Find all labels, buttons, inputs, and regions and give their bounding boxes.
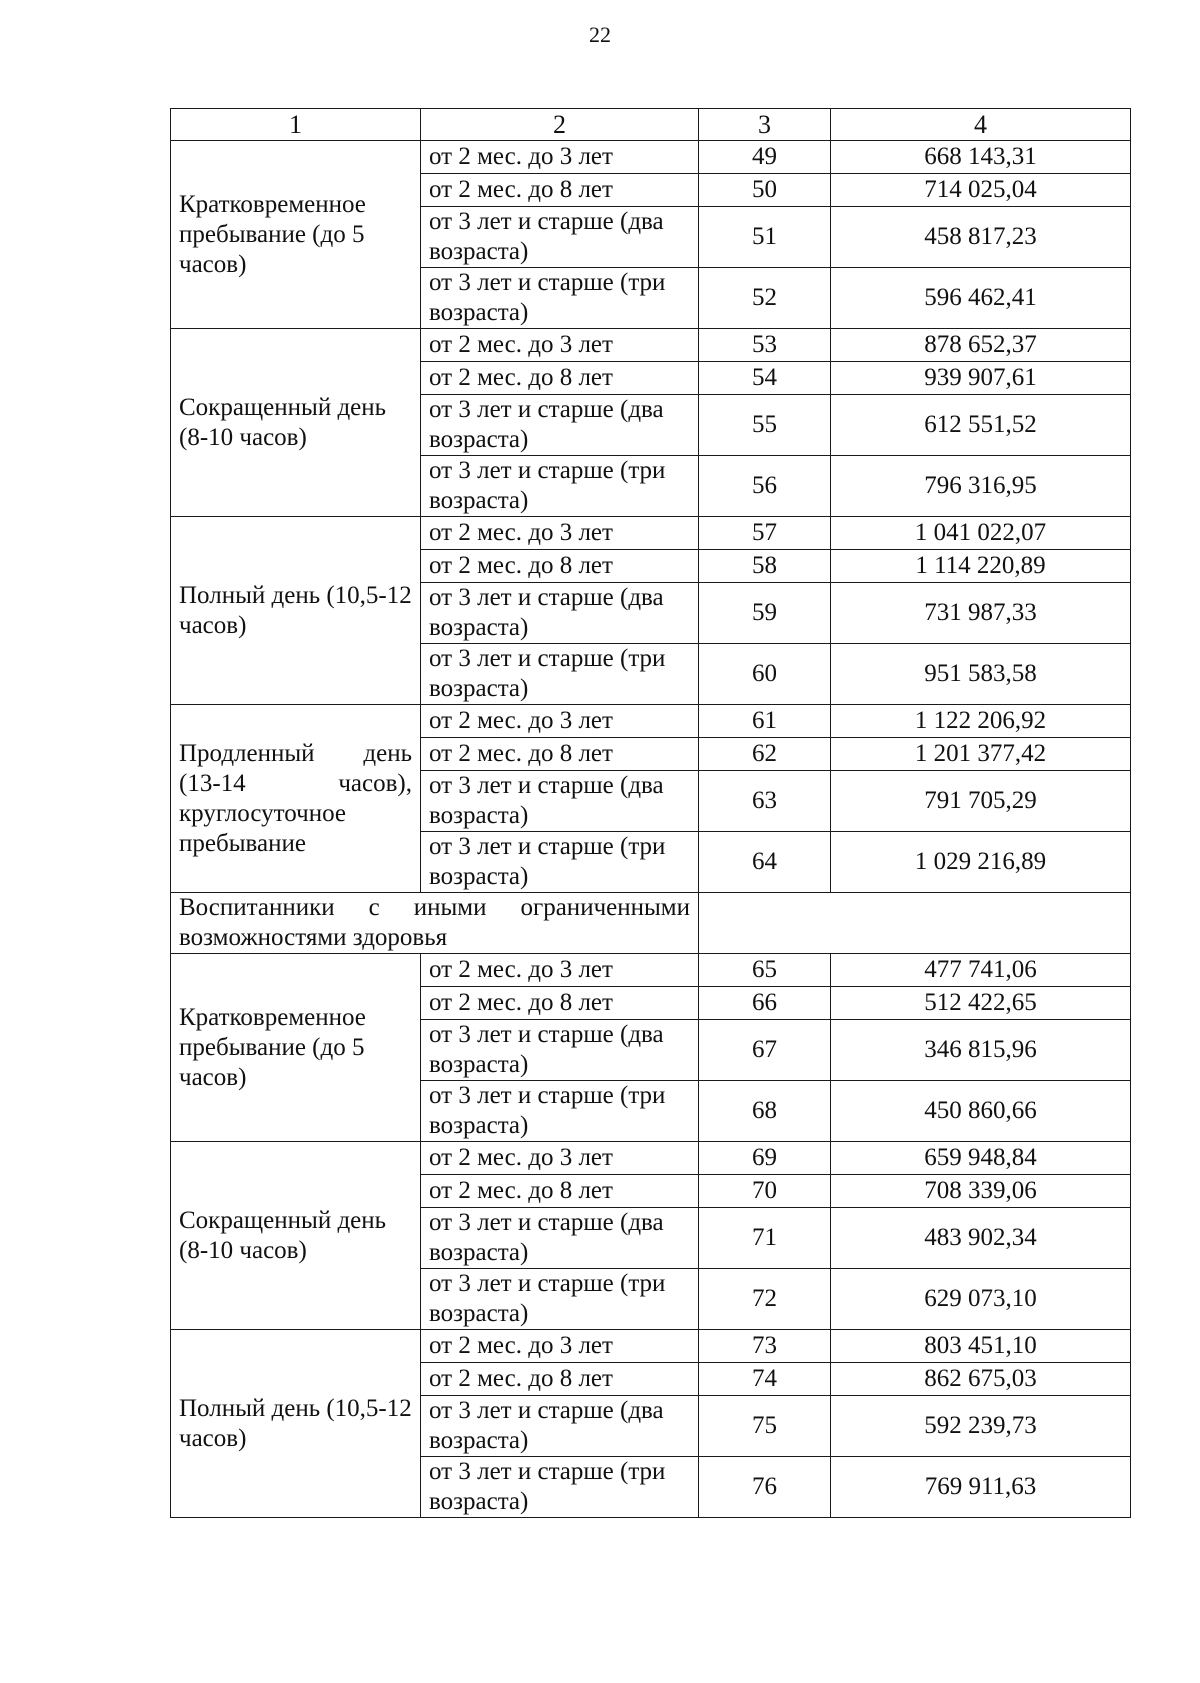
header-col-2: 2 bbox=[421, 109, 699, 141]
mode-cell: Сокращенный день (8-10 часов) bbox=[171, 1142, 421, 1330]
value-cell: 803 451,10 bbox=[831, 1330, 1131, 1363]
value-cell: 1 114 220,89 bbox=[831, 550, 1131, 583]
age-cell: от 2 мес. до 8 лет bbox=[421, 1175, 699, 1208]
age-cell: от 3 лет и старше (два возраста) bbox=[421, 771, 699, 832]
header-row bbox=[171, 109, 1131, 141]
row-number-cell: 75 bbox=[699, 1396, 831, 1457]
value-cell: 477 741,06 bbox=[831, 954, 1131, 987]
value-cell: 450 860,66 bbox=[831, 1081, 1131, 1142]
value-cell: 862 675,03 bbox=[831, 1363, 1131, 1396]
table-row bbox=[171, 1142, 1131, 1175]
row-number-cell: 63 bbox=[699, 771, 831, 832]
age-cell: от 2 мес. до 8 лет bbox=[421, 987, 699, 1020]
value-cell: 596 462,41 bbox=[831, 268, 1131, 329]
value-cell: 1 041 022,07 bbox=[831, 517, 1131, 550]
age-cell: от 2 мес. до 3 лет bbox=[421, 141, 699, 174]
value-cell: 659 948,84 bbox=[831, 1142, 1131, 1175]
age-cell: от 3 лет и старше (три возраста) bbox=[421, 1269, 699, 1330]
age-cell: от 2 мес. до 8 лет bbox=[421, 1363, 699, 1396]
row-number-cell: 70 bbox=[699, 1175, 831, 1208]
row-number-cell: 76 bbox=[699, 1457, 831, 1518]
value-cell: 951 583,58 bbox=[831, 644, 1131, 705]
value-cell: 612 551,52 bbox=[831, 395, 1131, 456]
age-cell: от 2 мес. до 3 лет bbox=[421, 705, 699, 738]
value-cell: 1 122 206,92 bbox=[831, 705, 1131, 738]
row-number-cell: 50 bbox=[699, 174, 831, 207]
row-number-cell: 51 bbox=[699, 207, 831, 268]
row-number-cell: 61 bbox=[699, 705, 831, 738]
value-cell: 731 987,33 bbox=[831, 583, 1131, 644]
age-cell: от 3 лет и старше (два возраста) bbox=[421, 1020, 699, 1081]
row-number-cell: 64 bbox=[699, 832, 831, 893]
value-cell: 1 029 216,89 bbox=[831, 832, 1131, 893]
row-number-cell: 69 bbox=[699, 1142, 831, 1175]
table-row bbox=[171, 1330, 1131, 1363]
header-col-4: 4 bbox=[831, 109, 1131, 141]
table-row bbox=[171, 954, 1131, 987]
row-number-cell: 52 bbox=[699, 268, 831, 329]
tariff-table bbox=[170, 108, 1131, 1518]
row-number-cell: 65 bbox=[699, 954, 831, 987]
age-cell: от 3 лет и старше (три возраста) bbox=[421, 1081, 699, 1142]
age-cell: от 2 мес. до 8 лет bbox=[421, 174, 699, 207]
row-number-cell: 73 bbox=[699, 1330, 831, 1363]
value-cell: 1 201 377,42 bbox=[831, 738, 1131, 771]
mode-cell: Полный день (10,5-12 часов) bbox=[171, 517, 421, 705]
age-cell: от 3 лет и старше (два возраста) bbox=[421, 1396, 699, 1457]
age-cell: от 2 мес. до 8 лет bbox=[421, 550, 699, 583]
age-cell: от 3 лет и старше (три возраста) bbox=[421, 832, 699, 893]
age-cell: от 3 лет и старше (два возраста) bbox=[421, 1208, 699, 1269]
value-cell: 668 143,31 bbox=[831, 141, 1131, 174]
row-number-cell: 59 bbox=[699, 583, 831, 644]
mode-cell: Кратковременное пребывание (до 5 часов) bbox=[171, 141, 421, 329]
mode-cell: Кратковременное пребывание (до 5 часов) bbox=[171, 954, 421, 1142]
age-cell: от 3 лет и старше (три возраста) bbox=[421, 1457, 699, 1518]
age-cell: от 2 мес. до 3 лет bbox=[421, 517, 699, 550]
value-cell: 458 817,23 bbox=[831, 207, 1131, 268]
value-cell: 796 316,95 bbox=[831, 456, 1131, 517]
table-row bbox=[171, 517, 1131, 550]
value-cell: 878 652,37 bbox=[831, 329, 1131, 362]
row-number-cell: 74 bbox=[699, 1363, 831, 1396]
value-cell: 791 705,29 bbox=[831, 771, 1131, 832]
value-cell: 939 907,61 bbox=[831, 362, 1131, 395]
value-cell: 483 902,34 bbox=[831, 1208, 1131, 1269]
value-cell: 592 239,73 bbox=[831, 1396, 1131, 1457]
age-cell: от 3 лет и старше (два возраста) bbox=[421, 207, 699, 268]
row-number-cell: 66 bbox=[699, 987, 831, 1020]
row-number-cell: 60 bbox=[699, 644, 831, 705]
page-number: 22 bbox=[589, 22, 611, 47]
row-number-cell: 57 bbox=[699, 517, 831, 550]
value-cell: 714 025,04 bbox=[831, 174, 1131, 207]
row-number-cell: 72 bbox=[699, 1269, 831, 1330]
row-number-cell: 62 bbox=[699, 738, 831, 771]
value-cell: 346 815,96 bbox=[831, 1020, 1131, 1081]
age-cell: от 2 мес. до 3 лет bbox=[421, 1142, 699, 1175]
age-cell: от 3 лет и старше (два возраста) bbox=[421, 583, 699, 644]
section-title: Воспитанники с иными ограниченными возможностями здоровья bbox=[171, 893, 699, 954]
value-cell: 769 911,63 bbox=[831, 1457, 1131, 1518]
mode-cell: Полный день (10,5-12 часов) bbox=[171, 1330, 421, 1518]
age-cell: от 2 мес. до 3 лет bbox=[421, 1330, 699, 1363]
age-cell: от 2 мес. до 8 лет bbox=[421, 738, 699, 771]
row-number-cell: 49 bbox=[699, 141, 831, 174]
row-number-cell: 55 bbox=[699, 395, 831, 456]
age-cell: от 2 мес. до 3 лет bbox=[421, 329, 699, 362]
row-number-cell: 67 bbox=[699, 1020, 831, 1081]
table-row bbox=[171, 329, 1131, 362]
row-number-cell: 68 bbox=[699, 1081, 831, 1142]
value-cell: 629 073,10 bbox=[831, 1269, 1131, 1330]
row-number-cell: 56 bbox=[699, 456, 831, 517]
age-cell: от 3 лет и старше (три возраста) bbox=[421, 456, 699, 517]
row-number-cell: 53 bbox=[699, 329, 831, 362]
table-row bbox=[171, 141, 1131, 174]
age-cell: от 2 мес. до 3 лет bbox=[421, 954, 699, 987]
mode-cell: Продленный день (13-14 часов), круглосуточное пребывание bbox=[171, 705, 421, 893]
age-cell: от 3 лет и старше (два возраста) bbox=[421, 395, 699, 456]
age-cell: от 2 мес. до 8 лет bbox=[421, 362, 699, 395]
row-number-cell: 54 bbox=[699, 362, 831, 395]
value-cell: 512 422,65 bbox=[831, 987, 1131, 1020]
age-cell: от 3 лет и старше (три возраста) bbox=[421, 644, 699, 705]
row-number-cell: 71 bbox=[699, 1208, 831, 1269]
table-row bbox=[171, 705, 1131, 738]
header-col-1: 1 bbox=[171, 109, 421, 141]
section-row bbox=[171, 893, 1131, 954]
section-empty-cell bbox=[699, 893, 1131, 954]
row-number-cell: 58 bbox=[699, 550, 831, 583]
age-cell: от 3 лет и старше (три возраста) bbox=[421, 268, 699, 329]
value-cell: 708 339,06 bbox=[831, 1175, 1131, 1208]
header-col-3: 3 bbox=[699, 109, 831, 141]
mode-cell: Сокращенный день (8-10 часов) bbox=[171, 329, 421, 517]
